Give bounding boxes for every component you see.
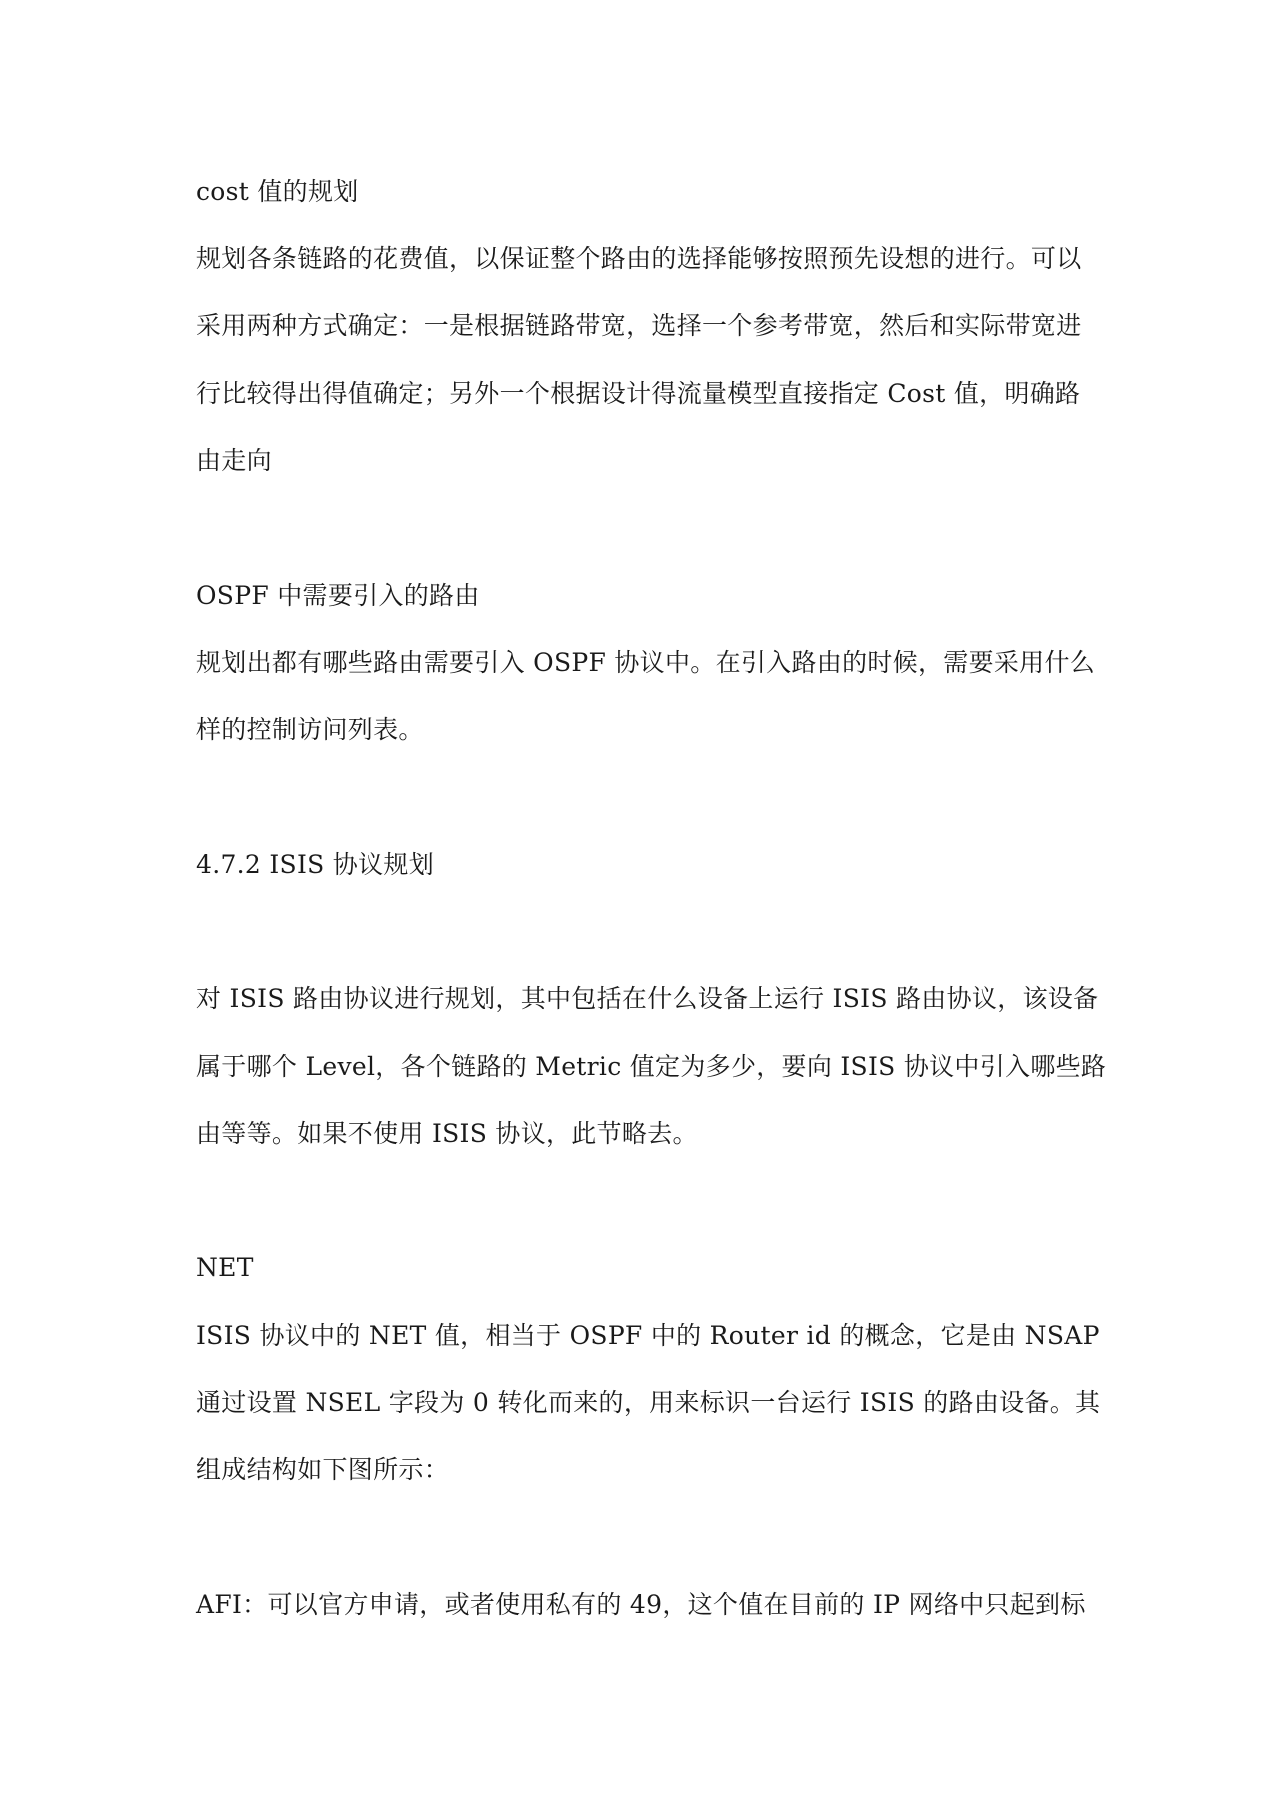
paragraph-line: 由等等。如果不使用 ISIS 协议，此节略去。 <box>196 1119 698 1148</box>
cost-heading: cost 值的规划 <box>196 177 359 206</box>
section-heading-4-7-2: 4.7.2 ISIS 协议规划 <box>196 850 435 879</box>
paragraph-line: 对 ISIS 路由协议进行规划，其中包括在什么设备上运行 ISIS 路由协议，该设备 <box>196 984 1099 1013</box>
paragraph-line: 属于哪个 Level，各个链路的 Metric 值定为多少，要向 ISIS 协议中引入哪些路 <box>196 1052 1107 1081</box>
paragraph-line: ISIS 协议中的 NET 值，相当于 OSPF 中的 Router id 的概念，它是由 NSAP <box>196 1321 1100 1350</box>
paragraph-line: 组成结构如下图所示： <box>196 1455 450 1484</box>
paragraph-line: 通过设置 NSEL 字段为 0 转化而来的，用来标识一台运行 ISIS 的路由设备。其 <box>196 1388 1101 1417</box>
paragraph-line: 行比较得出得值确定；另外一个根据设计得流量模型直接指定 Cost 值，明确路 <box>196 379 1081 408</box>
paragraph-line: AFI：可以官方申请，或者使用私有的 49，这个值在目前的 IP 网络中只起到标 <box>196 1590 1086 1619</box>
paragraph-line: 由走向 <box>196 446 272 475</box>
ospf-import-heading: OSPF 中需要引入的路由 <box>196 581 480 610</box>
net-heading: NET <box>196 1253 254 1282</box>
paragraph-line: 采用两种方式确定：一是根据链路带宽，选择一个参考带宽，然后和实际带宽进 <box>196 311 1082 340</box>
paragraph-line: 规划各条链路的花费值，以保证整个路由的选择能够按照预先设想的进行。可以 <box>196 244 1082 273</box>
paragraph-line: 样的控制访问列表。 <box>196 715 424 744</box>
paragraph-line: 规划出都有哪些路由需要引入 OSPF 协议中。在引入路由的时候，需要采用什么 <box>196 648 1096 677</box>
